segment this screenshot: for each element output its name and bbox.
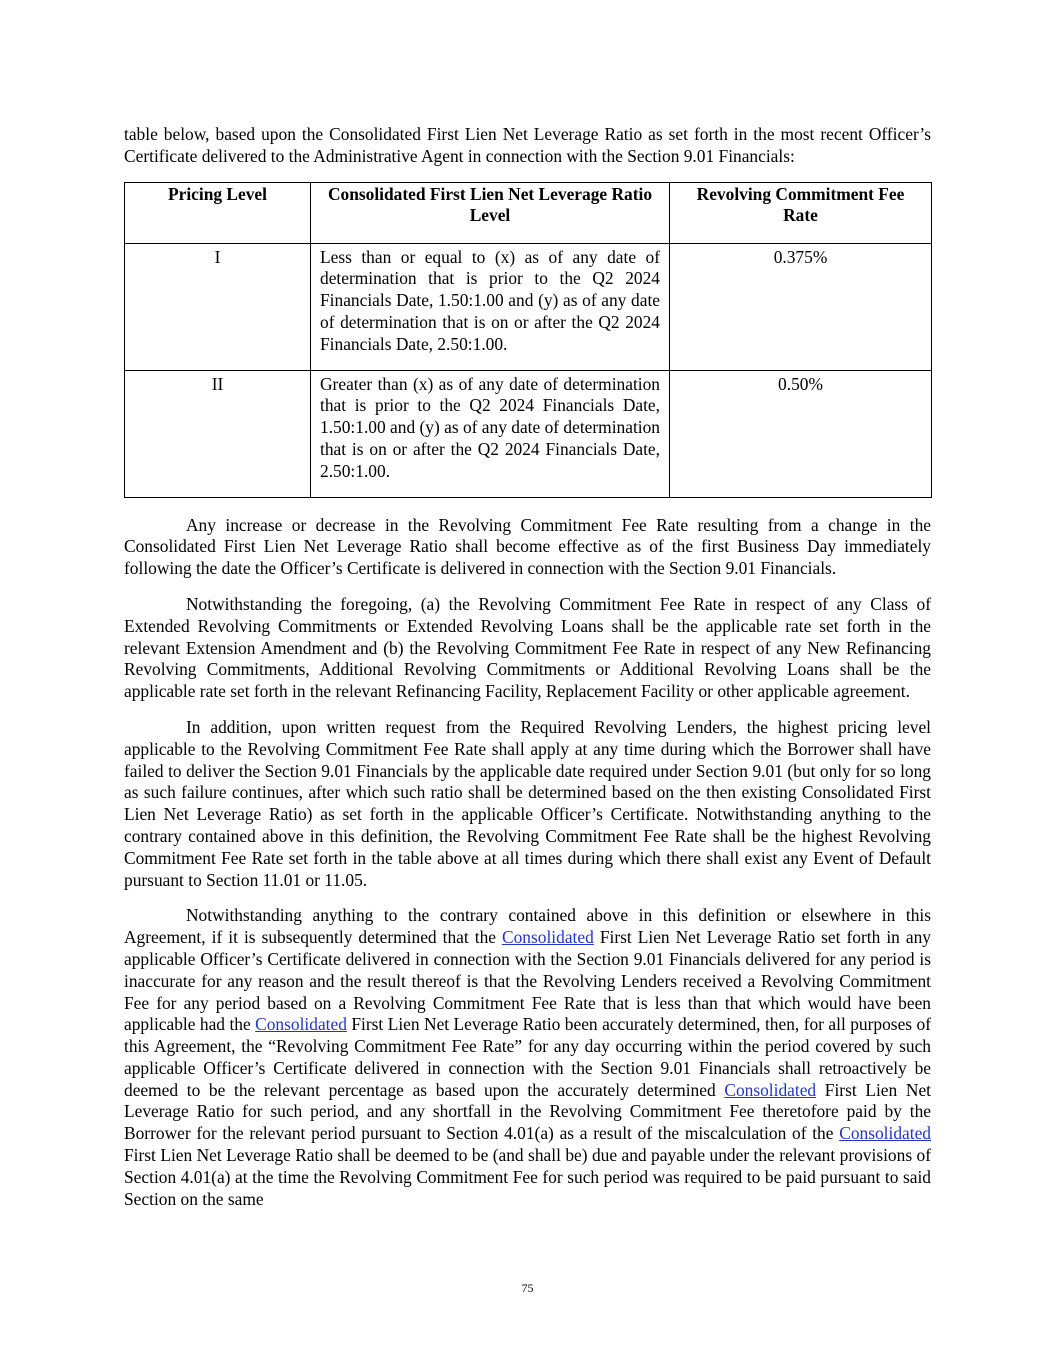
table-row (125, 370, 932, 497)
paragraph-retroactive-adjustment (124, 905, 931, 1210)
ratio-level-cell: Less than or equal to (x) as of any date of determination that is prior to the Q2 2024 Financials Date, 1.50:1.00 and (y) as of any date of determination that is on or after the Q2 2024 Financials Date, 2.50:1.00. (311, 243, 670, 370)
pricing-level-cell: I (125, 243, 311, 370)
paragraph-highest-pricing: In addition, upon written request from the Required Revolving Lenders, the highest pricing level applicable to the Revolving Commitment Fee Rate shall apply at any time during which the Borrower shall have failed to deliver the Section 9.01 Financials by the applicable date required under Section 9.01 (but only for so long as such failure continues, after which such ratio shall be determined based on the then existing Consolidated First Lien Net Leverage Ratio) as set forth in the applicable Officer’s Certificate. Notwithstanding anything to the contrary contained above in this definition, the Revolving Commitment Fee Rate shall be the highest Revolving Commitment Fee Rate set forth in the table above at all times during which there shall exist any Event of Default pursuant to Section 11.01 or 11.05. (124, 716, 931, 890)
page-number: 75 (521, 1281, 534, 1295)
header-fee-rate: Revolving Commitment Fee Rate (670, 182, 932, 243)
table-header-row (125, 182, 932, 243)
table-row (125, 243, 932, 370)
pricing-level-cell: II (125, 370, 311, 497)
ratio-level-cell: Greater than (x) as of any date of determination that is prior to the Q2 2024 Financials Date, 1.50:1.00 and (y) as of any date of determination that is on or after the Q2 2024 Financials Date, 2.50:1.00. (311, 370, 670, 497)
text-segment: First Lien Net Leverage Ratio shall be deemed to be (and shall be) due and payable under the relevant provisions of Section 4.01(a) at the time the Revolving Commitment Fee for such period was required to be paid pursuant to said Section on the same (124, 1145, 931, 1209)
paragraph-extended-commitments: Notwithstanding the foregoing, (a) the Revolving Commitment Fee Rate in respect of any Class of Extended Revolving Commitments or Extended Revolving Loans shall be the applicable rate set forth in the relevant Extension Amendment and (b) the Revolving Commitment Fee Rate in respect of any New Refinancing Revolving Commitments, Additional Revolving Commitments or Additional Revolving Loans shall be the applicable rate set forth in the relevant Refinancing Facility, Replacement Facility or other applicable agreement. (124, 593, 931, 702)
consolidated-link[interactable]: Consolidated (255, 1014, 347, 1035)
text-segment: First Lien Net Leverage Ratio set forth in any applicable Officer’s Certificate delivered in connection with the Section 9.01 Financials delivered for any period is inaccurate for any reason and the result thereof is that the Revolving Lenders received a Revolving Commitment Fee for any period based on a Revolving Commitment Fee Rate that is less than that which would have been applicable had the (124, 927, 931, 1035)
text-segment: Notwithstanding anything to the contrary contained above in this definition or elsewhere in this Agreement, if it is subsequently determined that the (124, 905, 931, 948)
header-ratio-level: Consolidated First Lien Net Leverage Ratio Level (311, 182, 670, 243)
text-segment: First Lien Net Leverage Ratio for such period, and any shortfall in the Revolving Commitment Fee theretofore paid by the Borrower for the relevant period pursuant to Section 4.01(a) as a result of the miscalculation of the (124, 1079, 931, 1144)
intro-paragraph: table below, based upon the Consolidated First Lien Net Leverage Ratio as set forth in the most recent Officer’s Certificate delivered to the Administrative Agent in connection with the Section 9.01 Financials: (124, 124, 931, 166)
consolidated-link[interactable]: Consolidated (502, 927, 594, 948)
pricing-table (124, 182, 932, 498)
consolidated-link[interactable]: Consolidated (839, 1123, 931, 1144)
consolidated-link[interactable]: Consolidated (724, 1079, 817, 1100)
text-segment: First Lien Net Leverage Ratio been accurately determined, then, for all purposes of this Agreement, the “Revolving Commitment Fee Rate” for any day occurring within the period covered by such applicable Officer’s Certificate delivered in connection with the Section 9.01 Financials shall retroactively be deemed to be the relevant percentage as based upon the accurately determined (124, 1014, 931, 1100)
document-page (124, 124, 931, 1210)
header-pricing-level: Pricing Level (125, 182, 311, 243)
paragraph-rate-change: Any increase or decrease in the Revolving Commitment Fee Rate resulting from a change in the Consolidated First Lien Net Leverage Ratio shall become effective as of the first Business Day immediately following the date the Officer’s Certificate is delivered in connection with the Section 9.01 Financials. (124, 514, 931, 579)
fee-rate-cell: 0.50% (670, 370, 932, 497)
fee-rate-cell: 0.375% (670, 243, 932, 370)
